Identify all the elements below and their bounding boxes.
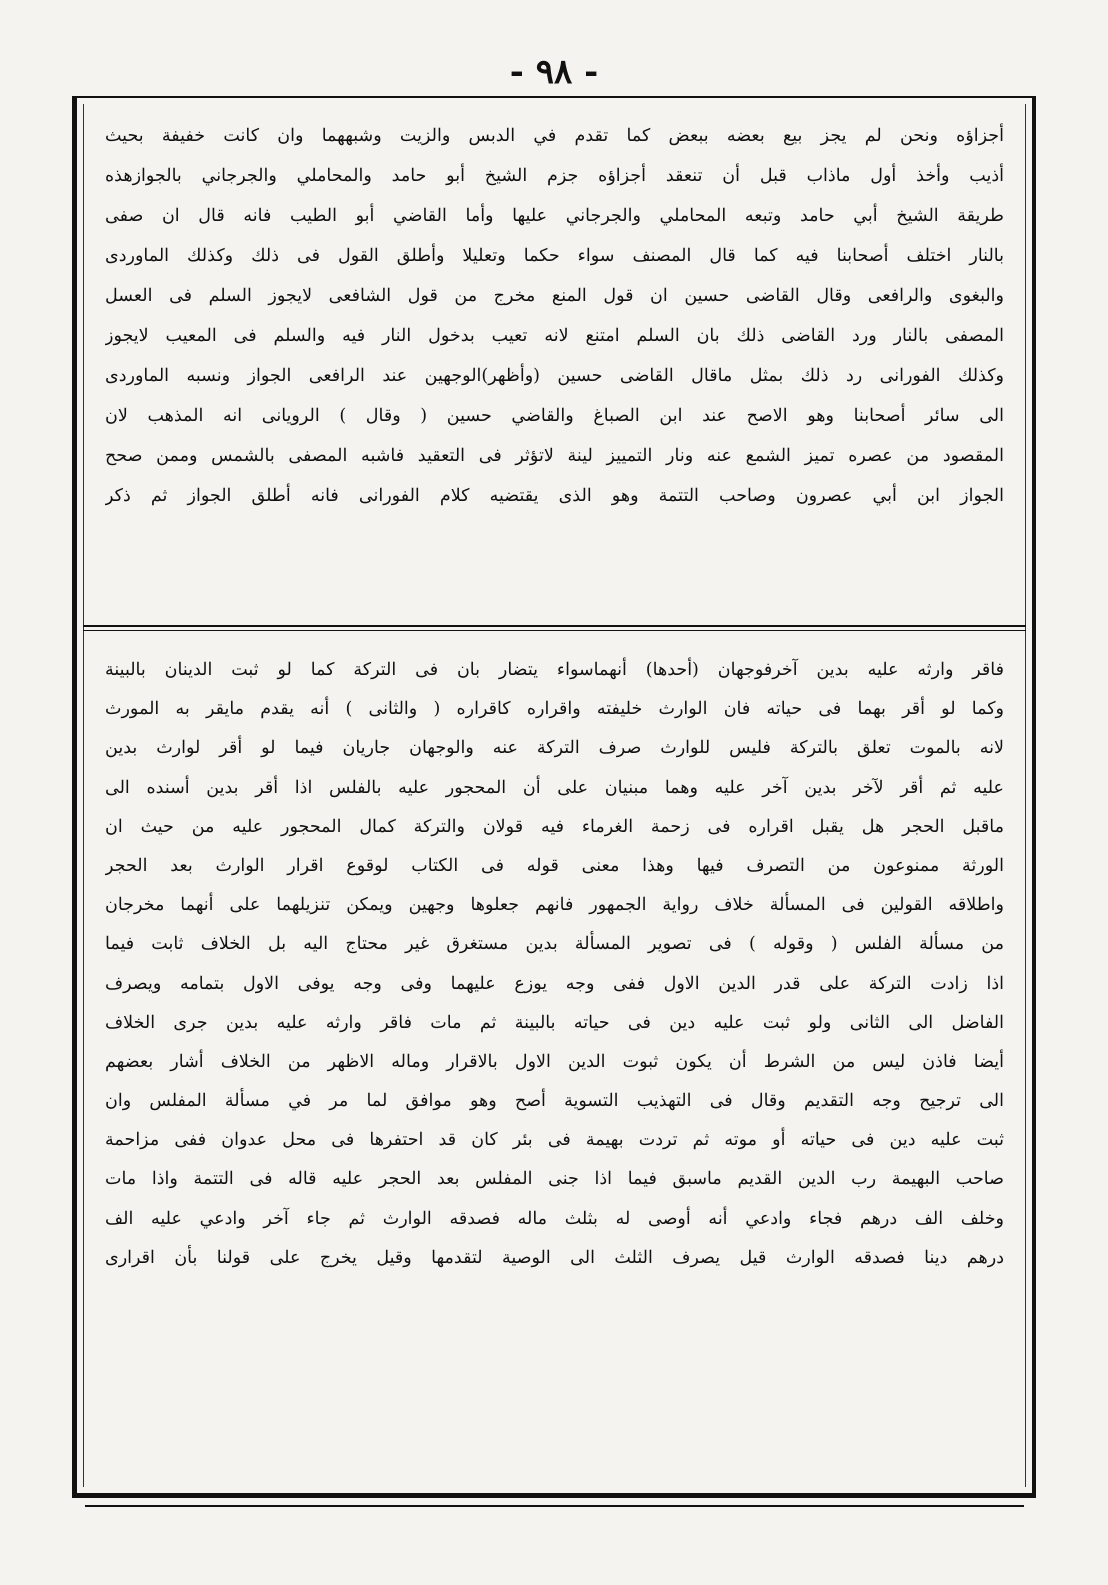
text-line: ثبت عليه دين فى حياته أو موته ثم تردت بهيمة فى بئر كان قد احتفرها فى محل عدوان ففى مزاحمة — [105, 1130, 1004, 1151]
text-line: الجواز ابن أبي عصرون وصاحب التتمة وهو الذى يقتضيه كلام الفورانى فانه أطلق الجواز ثم ذكر — [105, 486, 1004, 506]
text-line: واطلاقه القولين فى المسألة خلاف رواية الجمهور فانهم جعلوها وجهين ويمكن تنزيلهما على أنهما مخرجان — [105, 895, 1004, 916]
text-line: طريقة الشيخ أبي حامد وتبعه المحاملي والجرجاني عليها وأما القاضي أبو الطيب فانه قال ان صفى — [105, 206, 1004, 226]
text-line: عليه ثم أقر لآخر بدين آخر عليه وهما مبنيان على أن المحجور عليه بالفلس اذا أقر بدين أسنده الى — [105, 777, 1004, 798]
text-line: أجزاؤه ونحن لم يجز بيع بعضه ببعض كما تقدم في الدبس والزيت وشبههما وان كانت خفيفة بحيث — [105, 126, 1004, 146]
page-frame — [72, 96, 1036, 1498]
text-line: الى ترجيح وجه التقديم وقال فى التهذيب التسوية أصح وهو موافق لما مر في مسألة المفلس وان — [105, 1091, 1004, 1112]
upper-text-block — [105, 116, 1004, 516]
text-line: المقصود من عصره تميز الشمع عنه ونار التمييز لينة لاتؤثر فى التعقيد فاشبه المصفى بالشمس وممن صحح — [105, 446, 1004, 466]
text-line: من مسألة الفلس ( وقوله ) فى تصوير المسألة بدين مستغرق غير محتاج اليه بل الخلاف ثابت فيما — [105, 934, 1004, 955]
text-line: الورثة ممنوعون من التصرف فيها وهذا معنى قوله فى الكتاب لوقوع اقرار الوارث بعد الحجر — [105, 855, 1004, 876]
text-line: لانه بالموت تعلق بالتركة فليس للوارث صرف التركة عنه والوجهان جاريان فيما لو أقر لوارث بدين — [105, 738, 1004, 759]
text-line: وكما لو أقر بهما فى حياته فان الوارث خليفته واقراره كاقراره ( والثانى ) أنه يقدم مايقر به المورث — [105, 699, 1004, 720]
text-line: درهم دينا فصدقه الوارث قيل يصرف الثلث الى الوصية لتقدمها وقيل يخرج على قولنا بأن اقرارى — [105, 1247, 1004, 1268]
text-line: وخلف الف درهم فجاء وادعي أنه أوصى له بثلث ماله فصدقه الوارث ثم جاء آخر وادعي عليه الف — [105, 1208, 1004, 1229]
text-line: وكذلك الفورانى رد ذلك بمثل ماقال القاضى حسين (وأظهر)الوجهين عند الرافعى الجواز ونسبه الماوردى — [105, 366, 1004, 386]
text-line: أيضا فاذن ليس من الشرط أن يكون ثبوت الدين الاول بالاقرار وماله الاظهر من الخلاف أشار بعضهم — [105, 1051, 1004, 1072]
text-line: اذا زادت التركة على قدر الدين الاول ففى وجه يوزع عليهما وفى وجه يوفى الاول بتمامه ويصرف — [105, 973, 1004, 994]
page-number: - ٩٨ - — [509, 52, 599, 92]
text-line: بالنار اختلف أصحابنا فيه كما قال المصنف سواء حكما وتعليلا وأطلق القول فى ذلك وكذلك الماوردى — [105, 246, 1004, 266]
lower-text-block — [105, 651, 1004, 1278]
text-line: الفاضل الى الثانى ولو ثبت عليه دين فى حياته بالبينة ثم مات فاقر وارثه عليه بدين جرى الخلاف — [105, 1012, 1004, 1033]
text-line: ماقبل الحجر هل يقبل اقراره فى زحمة الغرماء فيه قولان والتركة كمال المحجور عليه من حيث ان — [105, 816, 1004, 837]
text-line: أذيب وأخذ أول ماذاب قبل أن تنعقد أجزاؤه جزم الشيخ أبو حامد والمحاملي والجرجاني بالجوازهذه — [105, 166, 1004, 186]
text-line: الى سائر أصحابنا وهو الاصح عند ابن الصباغ والقاضي حسين ( وقال ) الرويانى انه المذهب لان — [105, 406, 1004, 426]
text-line: صاحب البهيمة رب الدين القديم ماسبق فيما اذا جنى المفلس بعد الحجر عليه قاله فى التتمة واذا مات — [105, 1169, 1004, 1190]
text-line: فاقر وارثه عليه بدين آخرفوجهان (أحدها) أنهماسواء يتضار بان فى التركة كما لو ثبت الدينان بالبينة — [105, 660, 1004, 680]
text-line: والبغوى والرافعى وقال القاضى حسين ان قول المنع مخرج من قول الشافعى لايجوز السلم فى العسل — [105, 286, 1004, 306]
section-divider — [83, 625, 1026, 627]
text-line: المصفى بالنار ورد القاضى ذلك بان السلم امتنع لانه تعيب بدخول النار فيه والسلم فى المعيب لايجوز — [105, 326, 1004, 346]
